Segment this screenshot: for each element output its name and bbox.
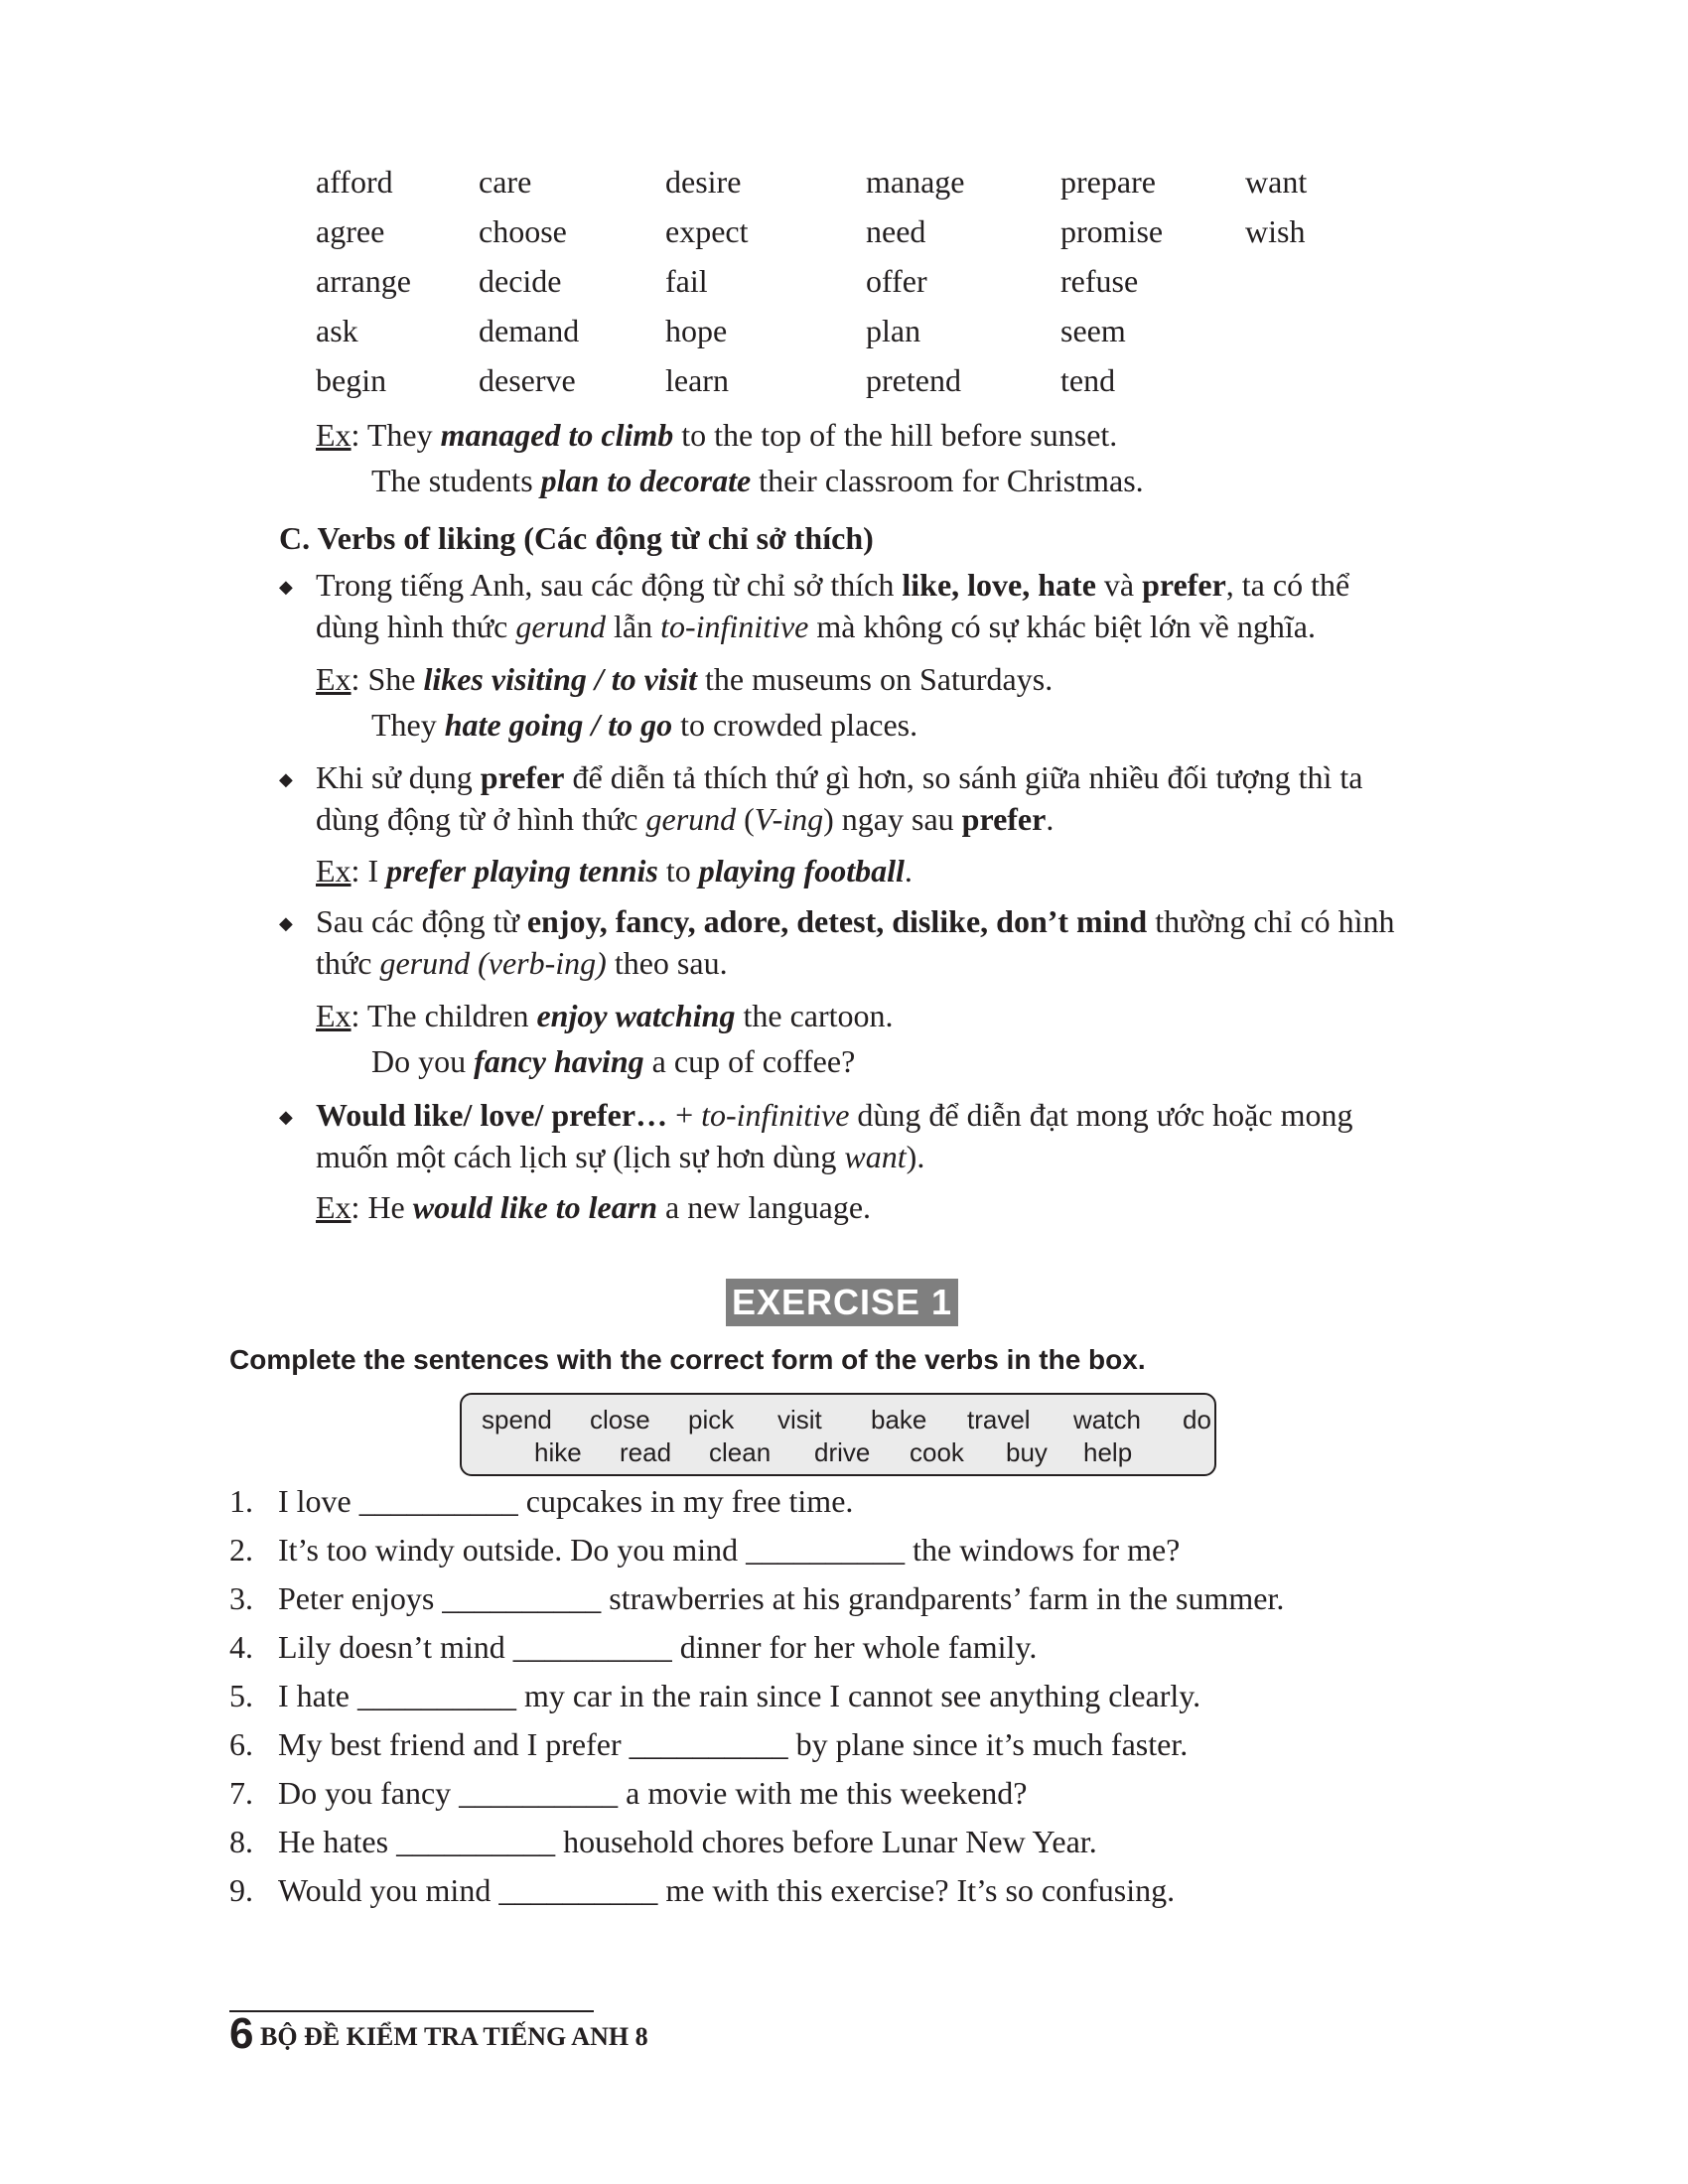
word-box-item: pick <box>688 1405 735 1434</box>
footer-rule <box>229 2010 594 2012</box>
diamond-bullet-icon: ◆ <box>279 577 293 597</box>
question-item: 9. Would you mind __________ me with this exercise? It’s so confusing. <box>229 1872 1176 1908</box>
verb-cell: choose <box>479 213 567 249</box>
question-item: 6. My best friend and I prefer __________ by plane since it’s much faster. <box>229 1726 1189 1762</box>
word-box-item: hike <box>534 1437 582 1467</box>
example-line: Ex: The children enjoy watching the cartoon. <box>316 998 894 1033</box>
verb-cell: fail <box>665 263 708 299</box>
question-text: My best friend and I prefer __________ by plane since it’s much faster. <box>278 1726 1189 1762</box>
verb-cell: hope <box>665 313 728 348</box>
verb-cell: need <box>866 213 926 249</box>
verb-cell: expect <box>665 213 749 249</box>
example-line: Do you fancy having a cup of coffee? <box>371 1043 856 1079</box>
example-line: Ex: They managed to climb to the top of the hill before sunset. <box>316 417 1118 453</box>
bullet-paragraph: Khi sử dụng prefer để diễn tả thích thứ gì hơn, so sánh giữa nhiều đối tượng thì ta dùng động từ ở hình thức gerund (V-ing) ngay sau prefer. <box>316 759 1363 837</box>
book-title: BỘ ĐỀ KIỂM TRA TIẾNG ANH 8 <box>260 2022 648 2051</box>
verb-cell: refuse <box>1060 263 1139 299</box>
diamond-bullet-icon: ◆ <box>279 769 293 789</box>
question-text: Would you mind __________ me with this exercise? It’s so confusing. <box>278 1872 1176 1908</box>
question-item: 8. He hates __________ household chores before Lunar New Year. <box>229 1824 1097 1859</box>
question-text: Do you fancy __________ a movie with me this weekend? <box>278 1775 1028 1811</box>
word-box <box>460 1393 1216 1476</box>
word-box-item: clean <box>709 1437 772 1467</box>
example-line: Ex: I prefer playing tennis to playing football. <box>316 853 913 888</box>
word-box-item: help <box>1083 1437 1133 1467</box>
question-item: 7. Do you fancy __________ a movie with me this weekend? <box>229 1775 1028 1811</box>
question-text: I hate __________ my car in the rain since I cannot see anything clearly. <box>278 1678 1201 1713</box>
verb-cell: pretend <box>866 362 961 398</box>
verb-cell: offer <box>866 263 927 299</box>
question-text: I love __________ cupcakes in my free time. <box>278 1483 854 1519</box>
verb-cell: manage <box>866 164 965 200</box>
question-text: Lily doesn’t mind __________ dinner for her whole family. <box>278 1629 1038 1665</box>
verb-cell: care <box>479 164 532 200</box>
diamond-bullet-icon: ◆ <box>279 1107 293 1127</box>
verb-cell: agree <box>316 213 385 249</box>
ex-label: Ex <box>316 417 352 453</box>
verb-cell: plan <box>866 313 921 348</box>
word-box-item: travel <box>967 1405 1031 1434</box>
exercise-instruction: Complete the sentences with the correct form of the verbs in the box. <box>229 1344 1146 1375</box>
verb-cell: want <box>1245 164 1308 200</box>
bullet-paragraph: Sau các động từ enjoy, fancy, adore, detest, dislike, don’t mind thường chỉ có hình thức gerund (verb-ing) theo sau. <box>316 903 1395 981</box>
verb-cell: begin <box>316 362 387 398</box>
exercise-title: EXERCISE 1 <box>726 1279 958 1326</box>
bullet-paragraph: Trong tiếng Anh, sau các động từ chỉ sở thích like, love, hate và prefer, ta có thể dùng hình thức gerund lẫn to-infinitive mà không có sự khác biệt lớn về nghĩa. <box>316 567 1350 644</box>
verb-cell: prepare <box>1060 164 1156 200</box>
verb-cell: afford <box>316 164 393 200</box>
example-line: They hate going / to go to crowded places. <box>371 707 918 743</box>
question-item: 4. Lily doesn’t mind __________ dinner for her whole family. <box>229 1629 1038 1665</box>
verb-cell: demand <box>479 313 580 348</box>
verb-cell: wish <box>1245 213 1306 249</box>
example-line: Ex: She likes visiting / to visit the museums on Saturdays. <box>316 661 1054 697</box>
example-line: The students plan to decorate their classroom for Christmas. <box>371 463 1144 498</box>
verb-cell: promise <box>1060 213 1164 249</box>
verb-cell: ask <box>316 313 358 348</box>
diamond-bullet-icon: ◆ <box>279 913 293 933</box>
word-box-item: watch <box>1073 1405 1141 1434</box>
word-box-item: close <box>590 1405 650 1434</box>
question-item: 1. I love __________ cupcakes in my free time. <box>229 1483 854 1519</box>
page-number: 6 <box>229 2009 254 2058</box>
question-text: Peter enjoys __________ strawberries at his grandparents’ farm in the summer. <box>278 1580 1285 1616</box>
word-box-item: buy <box>1006 1437 1048 1467</box>
word-box-item: read <box>620 1437 672 1467</box>
word-box-item: visit <box>777 1405 822 1434</box>
verb-cell: tend <box>1060 362 1116 398</box>
word-box-item: bake <box>871 1405 927 1434</box>
verb-cell: arrange <box>316 263 411 299</box>
verb-cell: seem <box>1060 313 1126 348</box>
question-text: He hates __________ household chores before Lunar New Year. <box>278 1824 1097 1859</box>
bullet-paragraph: Would like/ love/ prefer… + to-infinitive dùng để diễn đạt mong ước hoặc mong muốn một cách lịch sự (lịch sự hơn dùng want). <box>316 1097 1353 1174</box>
question-text: It’s too windy outside. Do you mind __________ the windows for me? <box>278 1532 1181 1568</box>
section-heading: C. Verbs of liking (Các động từ chỉ sở thích) <box>279 520 874 556</box>
verb-cell: decide <box>479 263 562 299</box>
word-box-item: cook <box>910 1437 964 1467</box>
word-box-item: spend <box>482 1405 552 1434</box>
verb-cell: deserve <box>479 362 576 398</box>
question-item: 3. Peter enjoys __________ strawberries at his grandparents’ farm in the summer. <box>229 1580 1285 1616</box>
example-line: Ex: He would like to learn a new language. <box>316 1189 872 1225</box>
verb-cell: learn <box>665 362 729 398</box>
question-item: 5. I hate __________ my car in the rain since I cannot see anything clearly. <box>229 1678 1201 1713</box>
verb-cell: desire <box>665 164 742 200</box>
word-box-item: drive <box>814 1437 871 1467</box>
word-box-item: do <box>1183 1405 1211 1434</box>
question-item: 2. It’s too windy outside. Do you mind __________ the windows for me? <box>229 1532 1181 1568</box>
